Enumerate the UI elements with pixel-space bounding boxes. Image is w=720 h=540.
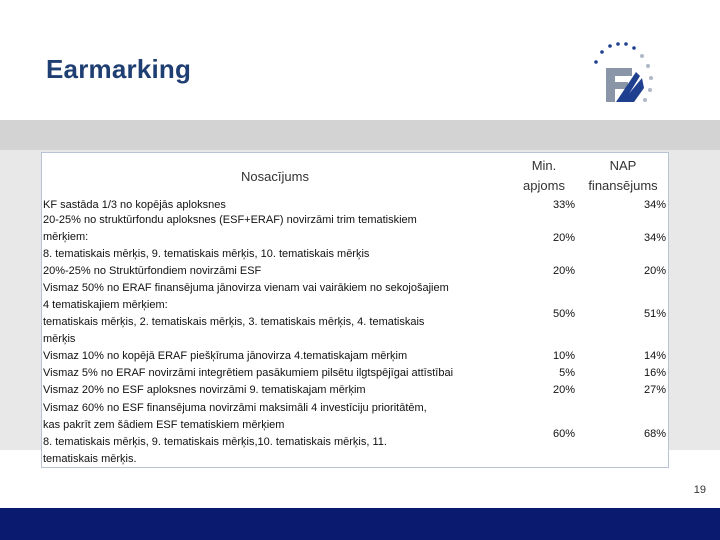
footer-bar bbox=[0, 508, 720, 540]
table-row-nap: 51% bbox=[643, 308, 666, 320]
table-row-min: 33% bbox=[552, 199, 575, 211]
header-min-amount-line1: Min. bbox=[531, 158, 557, 173]
header-min-amount-line2: apjoms bbox=[523, 178, 565, 193]
header-condition: Nosacījums bbox=[241, 169, 309, 184]
table-row-condition: tematiskais mērķis, 2. tematiskais mērķis, 3. tematiskais mērķis, 4. tematiskais bbox=[43, 316, 425, 328]
table-row-condition: KF sastāda 1/3 no kopējās aploksnes bbox=[43, 199, 226, 211]
page-number: 19 bbox=[693, 484, 706, 496]
table-row-condition: tematiskais mērķis. bbox=[43, 453, 137, 465]
slide-title: Earmarking bbox=[46, 54, 192, 84]
table-row-min: 60% bbox=[552, 428, 575, 440]
table-row-condition: 8. tematiskais mērķis, 9. tematiskais mērķis, 10. tematiskais mērķis bbox=[43, 248, 370, 260]
table-row-min: 5% bbox=[559, 367, 575, 379]
table-row-condition: Vismaz 5% no ERAF novirzāmi integrētiem pasākumiem pilsētu ilgtspējīgai attīstībai bbox=[43, 367, 454, 379]
table-row-condition: mērķiem: bbox=[43, 231, 89, 243]
table-row-min: 10% bbox=[552, 350, 575, 362]
table-row-condition: Vismaz 50% no ERAF finansējuma jānovirza vienam vai vairākiem no sekojošajiem bbox=[43, 282, 449, 294]
table-row-min: 20% bbox=[552, 265, 575, 277]
table-row-condition: kas pakrīt zem šādiem ESF tematiskiem mērķiem bbox=[43, 419, 285, 431]
table-row-condition: 8. tematiskais mērķis, 9. tematiskais mērķis,10. tematiskais mērķis, 11. bbox=[43, 436, 387, 448]
table-row-nap: 27% bbox=[643, 384, 666, 396]
table-row-condition: Vismaz 20% no ESF aploksnes novirzāmi 9. tematiskajam mērķim bbox=[43, 384, 366, 396]
table-row-condition: 20%-25% no Struktūrfondiem novirzāmi ESF bbox=[43, 265, 262, 277]
header-nap-line2: finansējums bbox=[588, 178, 658, 193]
table-row-nap: 68% bbox=[643, 428, 666, 440]
table-row-nap: 20% bbox=[643, 265, 666, 277]
table-row-condition: Vismaz 60% no ESF finansējuma novirzāmi maksimāli 4 investīciju prioritātēm, bbox=[43, 402, 427, 414]
table-row-min: 20% bbox=[552, 232, 575, 244]
table-row-nap: 34% bbox=[643, 232, 666, 244]
table-row-min: 50% bbox=[552, 308, 575, 320]
header-divider-band bbox=[0, 120, 720, 150]
table-row-condition: 4 tematiskajiem mērķiem: bbox=[43, 299, 168, 311]
eu-funds-logo-icon bbox=[582, 38, 662, 110]
table-row-nap: 16% bbox=[643, 367, 666, 379]
header-nap-line1: NAP bbox=[609, 158, 637, 173]
table-row-min: 20% bbox=[552, 384, 575, 396]
table-row-nap: 14% bbox=[643, 350, 666, 362]
table-row-condition: mērķis bbox=[43, 333, 76, 345]
table-row-nap: 34% bbox=[643, 199, 666, 211]
table-row-condition: 20-25% no struktūrfondu aploksnes (ESF+ERAF) novirzāmi trim tematiskiem bbox=[43, 214, 417, 226]
table-row-condition: Vismaz 10% no kopējā ERAF piešķīruma jānovirza 4.tematiskajam mērķim bbox=[43, 350, 408, 362]
